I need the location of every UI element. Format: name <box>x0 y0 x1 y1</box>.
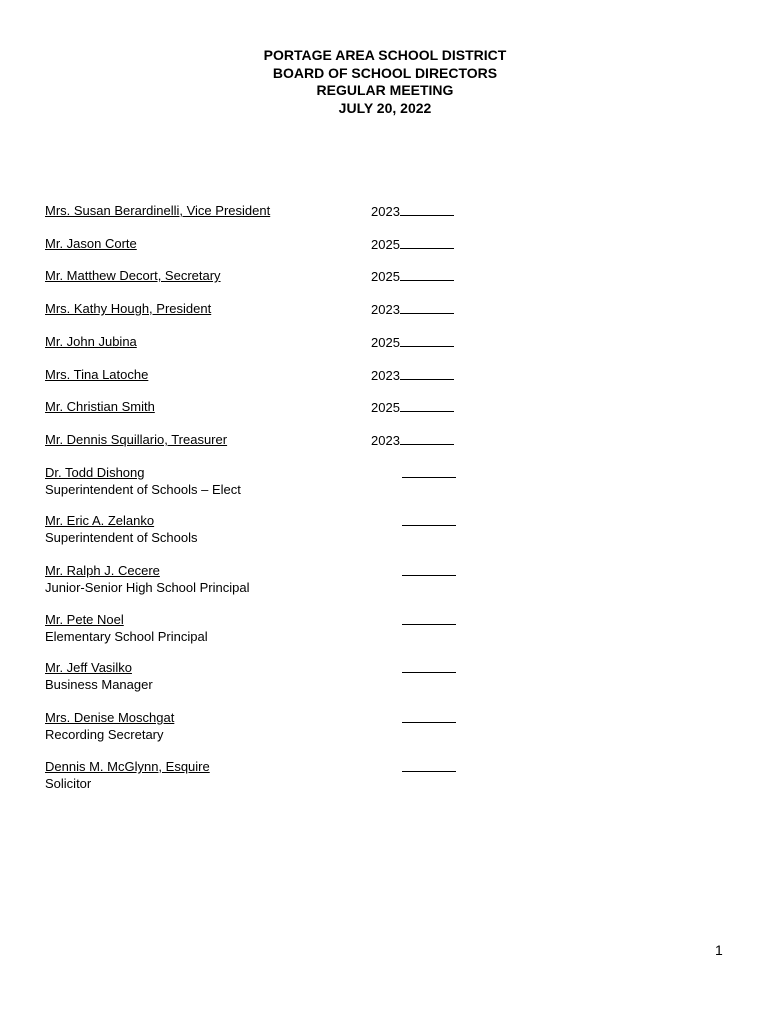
signature-line <box>402 759 456 777</box>
director-name: Mrs. Tina Latoche <box>45 367 149 382</box>
director-entry <box>45 432 465 449</box>
signature-line <box>400 203 454 216</box>
signature-line <box>402 710 456 728</box>
staff-entry <box>45 612 465 645</box>
signature-line <box>400 334 454 347</box>
director-entry <box>45 268 465 285</box>
term-year: 2025 <box>371 268 454 286</box>
staff-name: Mr. Ralph J. Cecere <box>45 563 160 578</box>
staff-entry <box>45 710 465 743</box>
staff-title: Business Manager <box>45 676 153 692</box>
staff-entry <box>45 759 465 792</box>
staff-name: Mr. Jeff Vasilko <box>45 660 132 675</box>
staff-title: Superintendent of Schools <box>45 529 198 545</box>
director-name: Mr. Dennis Squillario, Treasurer <box>45 432 228 447</box>
director-entry <box>45 236 465 253</box>
staff-entry <box>45 563 465 596</box>
staff-title: Solicitor <box>45 775 92 791</box>
signature-line <box>402 612 456 630</box>
signature-line <box>400 236 454 249</box>
director-name: Mr. Christian Smith <box>45 399 155 414</box>
signature-line <box>400 367 454 380</box>
term-year: 2023 <box>371 367 454 385</box>
board-name: BOARD OF SCHOOL DIRECTORS <box>272 64 498 81</box>
staff-title: Superintendent of Schools – Elect <box>45 481 241 497</box>
staff-entry <box>45 465 465 498</box>
staff-name: Dr. Todd Dishong <box>45 465 145 480</box>
meeting-date: JULY 20, 2022 <box>338 99 432 116</box>
signature-line <box>400 432 454 445</box>
signature-line <box>400 399 454 412</box>
staff-title: Junior-Senior High School Principal <box>45 579 250 595</box>
director-name: Mr. Jason Corte <box>45 236 137 251</box>
term-year: 2025 <box>371 236 454 254</box>
staff-name: Dennis M. McGlynn, Esquire <box>45 759 210 774</box>
director-entry <box>45 399 465 416</box>
term-year: 2023 <box>371 432 454 450</box>
signature-line <box>402 563 456 581</box>
term-year: 2023 <box>371 203 454 221</box>
director-entry <box>45 334 465 351</box>
director-name: Mrs. Susan Berardinelli, Vice President <box>45 203 271 218</box>
staff-name: Mr. Eric A. Zelanko <box>45 513 155 528</box>
document-header <box>0 47 770 117</box>
director-name: Mr. John Jubina <box>45 334 137 349</box>
staff-title: Elementary School Principal <box>45 628 208 644</box>
signature-line <box>400 301 454 314</box>
term-year: 2023 <box>371 301 454 319</box>
meeting-type: REGULAR MEETING <box>316 82 454 98</box>
signature-line <box>402 513 456 531</box>
signature-line <box>402 660 456 678</box>
director-entry <box>45 367 465 384</box>
district-name: PORTAGE AREA SCHOOL DISTRICT <box>263 47 507 63</box>
signature-line <box>402 465 456 483</box>
director-name: Mrs. Kathy Hough, President <box>45 301 212 316</box>
staff-name: Mr. Pete Noel <box>45 612 124 627</box>
term-year: 2025 <box>371 399 454 417</box>
staff-title: Recording Secretary <box>45 726 164 742</box>
term-year: 2025 <box>371 334 454 352</box>
page-number: 1 <box>715 942 723 958</box>
director-name: Mr. Matthew Decort, Secretary <box>45 268 221 283</box>
director-entry <box>45 203 465 220</box>
staff-entry <box>45 513 465 546</box>
staff-entry <box>45 660 465 693</box>
director-entry <box>45 301 465 318</box>
signature-line <box>400 268 454 281</box>
staff-name: Mrs. Denise Moschgat <box>45 710 175 725</box>
